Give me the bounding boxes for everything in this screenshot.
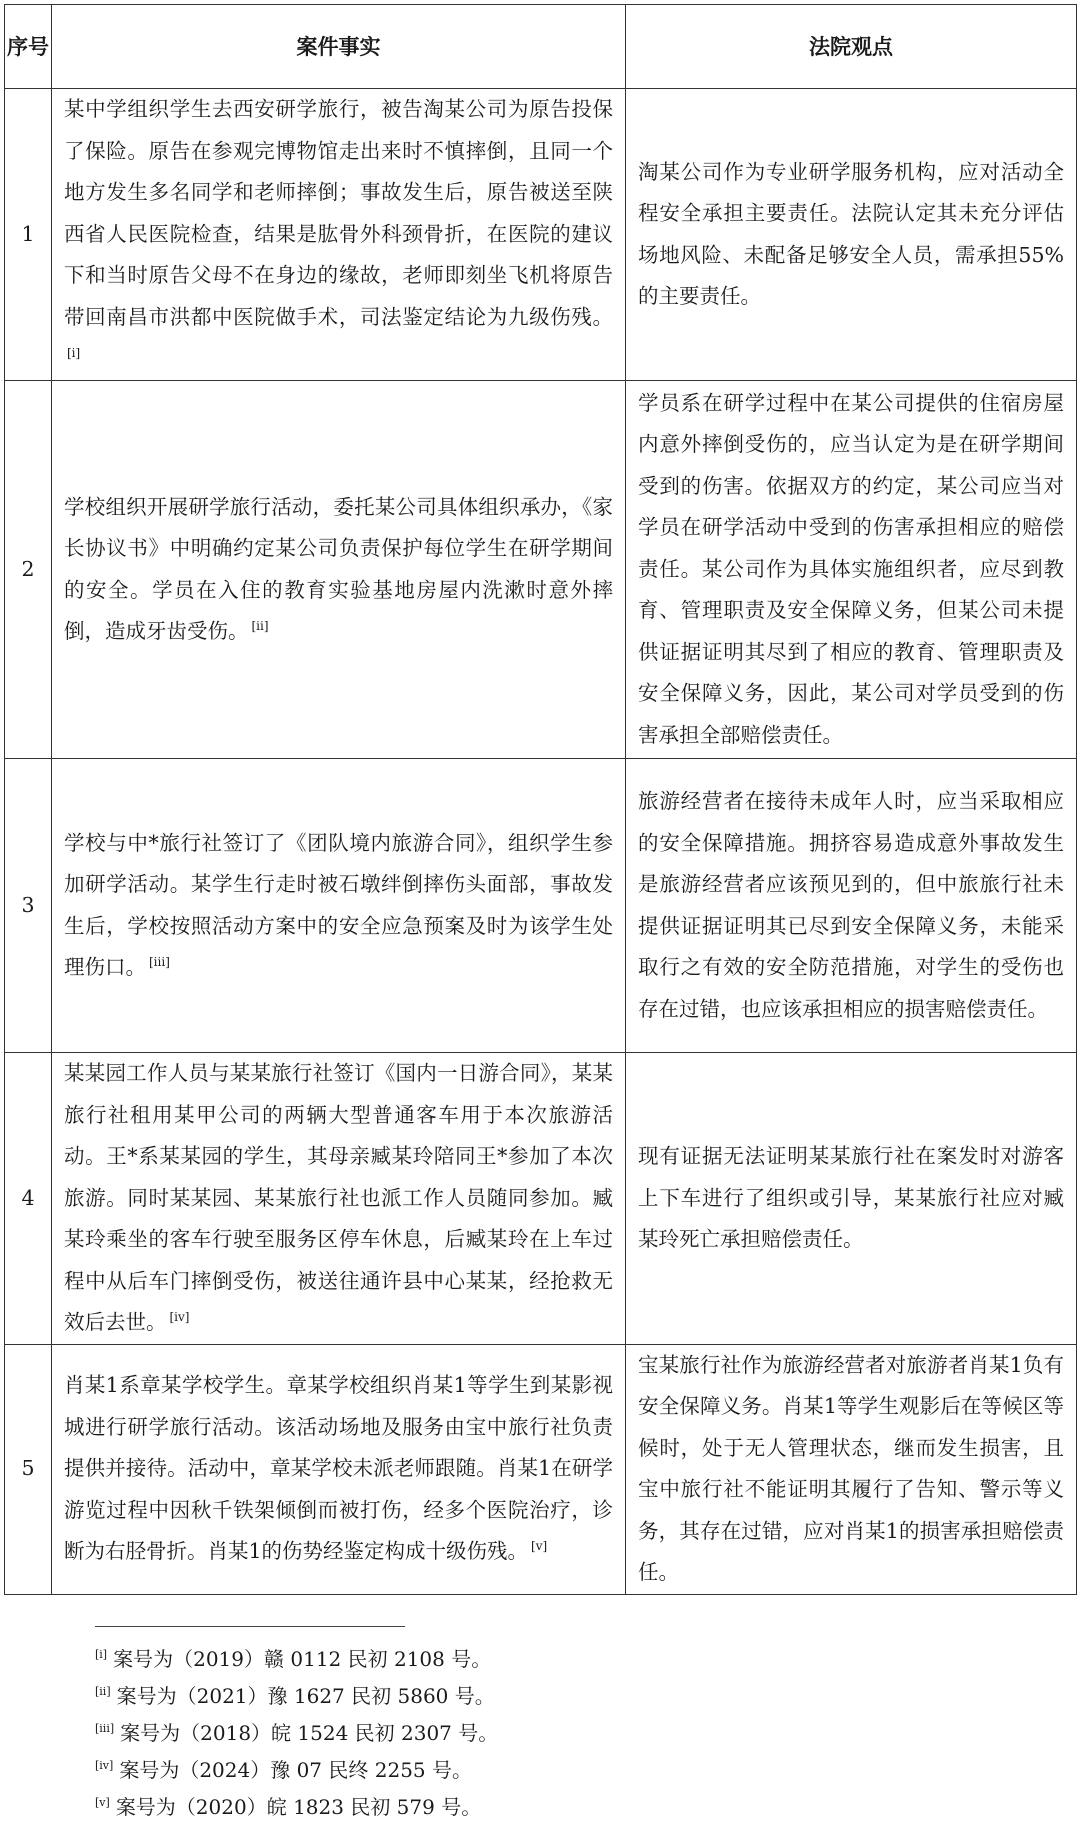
footnote-ref[interactable]: [i] [67,346,81,361]
row-number: 4 [5,1053,52,1345]
court-view: 现有证据无法证明某某旅行社在案发时对游客上下车进行了组织或引导，某某旅行社应对臧某玲死亡承担赔偿责任。 [626,1053,1077,1345]
case-facts-text: 某某园工作人员与某某旅行社签订《国内一日游合同》，某某旅行社租用某甲公司的两辆大型普通客车用于本次旅游活动。王*系某某园的学生，其母亲臧某玲陪同王*参加了本次旅游。同时某某园、某某旅行社也派工作人员随同参加。臧某玲乘坐的客车行驶至服务区停车休息，后臧某玲在上车过程中从后车门摔倒受伤，被送往通许县中心某某，经抢救无效后去世。 [64,1061,613,1334]
court-view: 学员系在研学过程中在某公司提供的住宿房屋内意外摔倒受伤的，应当认定为是在研学期间受到的伤害。依据双方的约定，某公司应当对学员在研学活动中受到的伤害承担相应的赔偿责任。某公司作为具体实施组织者，应尽到教育、管理职责及安全保障义务，但某公司未提供证据证明其尽到了相应的教育、管理职责及安全保障义务，因此，某公司对学员受到的伤害承担全部赔偿责任。 [626,381,1077,759]
footnote-text: 案号为（2020）皖 1823 民初 579 号。 [115,1795,482,1819]
table-row [5,1344,1077,1594]
row-number: 5 [5,1344,52,1594]
footnote-ref[interactable]: [ii] [251,619,269,634]
header-facts: 案件事实 [52,5,626,89]
case-facts [52,89,626,381]
footnote-item [95,1715,995,1752]
table-row [5,89,1077,381]
row-number: 1 [5,89,52,381]
footnote-item [95,1789,995,1826]
court-view: 淘某公司作为专业研学服务机构，应对活动全程安全承担主要责任。法院认定其未充分评估场地风险、未配备足够安全人员，需承担55%的主要责任。 [626,89,1077,381]
case-facts-text: 肖某1系章某学校学生。章某学校组织肖某1等学生到某影视城进行研学旅行活动。该活动场地及服务由宝中旅行社负责提供并接待。活动中，章某学校未派老师跟随。肖某1在研学游览过程中因秋千铁架倾倒而被打伤，经多个医院治疗，诊断为右胫骨折。肖某1的伤势经鉴定构成十级伤残。 [64,1373,613,1564]
table-row [5,759,1077,1053]
case-facts-text: 学校与中*旅行社签订了《团队境内旅游合同》，组织学生参加研学活动。某学生行走时被石墩绊倒摔伤头面部，事故发生后，学校按照活动方案中的安全应急预案及时为该学生处理伤口。 [64,830,613,979]
table-row [5,1053,1077,1345]
footnote-mark: [iv] [95,1759,114,1773]
row-number: 2 [5,381,52,759]
case-facts [52,381,626,759]
footnote-mark: [iii] [95,1722,115,1736]
footnote-ref[interactable]: [iii] [149,955,170,970]
footnote-ref[interactable]: [v] [531,1539,548,1554]
footnote-item [95,1641,995,1678]
footnote-separator [95,1626,405,1627]
row-number: 3 [5,759,52,1053]
footnote-text: 案号为（2021）豫 1627 民初 5860 号。 [116,1684,495,1708]
header-views: 法院观点 [626,5,1077,89]
footnote-mark: [ii] [95,1685,111,1699]
footnotes [95,1626,995,1826]
footnote-mark: [i] [95,1648,108,1662]
case-facts [52,1053,626,1345]
case-table [4,4,1077,1595]
case-facts-text: 某中学组织学生去西安研学旅行，被告淘某公司为原告投保了保险。原告在参观完博物馆走出来时不慎摔倒，且同一个地方发生多名同学和老师摔倒；事故发生后，原告被送至陕西省人民医院检查，结果是肱骨外科颈骨折，在医院的建议下和当时原告父母不在身边的缘故，老师即刻坐飞机将原告带回南昌市洪都中医院做手术，司法鉴定结论为九级伤残。 [64,97,613,329]
header-seq: 序号 [5,5,52,89]
table-header-row [5,5,1077,89]
footnote-mark: [v] [95,1796,110,1810]
footnote-text: 案号为（2024）豫 07 民终 2255 号。 [119,1758,473,1782]
table-row [5,381,1077,759]
court-view: 宝某旅行社作为旅游经营者对旅游者肖某1负有安全保障义务。肖某1等学生观影后在等候区等候时，处于无人管理状态，继而发生损害，且宝中旅行社不能证明其履行了告知、警示等义务，其存在过错，应对肖某1的损害承担赔偿责任。 [626,1344,1077,1594]
case-facts [52,759,626,1053]
footnote-text: 案号为（2019）赣 0112 民初 2108 号。 [113,1647,492,1671]
case-facts-text: 学校组织开展研学旅行活动，委托某公司具体组织承办，《家长协议书》中明确约定某公司负责保护每位学生在研学期间的安全。学员在入住的教育实验基地房屋内洗漱时意外摔倒，造成牙齿受伤。 [64,494,613,643]
footnote-item [95,1752,995,1789]
case-facts [52,1344,626,1594]
court-view: 旅游经营者在接待未成年人时，应当采取相应的安全保障措施。拥挤容易造成意外事故发生是旅游经营者应该预见到的，但中旅旅行社未提供证据证明其已尽到安全保障义务，未能采取行之有效的安全防范措施，对学生的受伤也存在过错，也应该承担相应的损害赔偿责任。 [626,759,1077,1053]
footnote-item [95,1678,995,1715]
footnote-text: 案号为（2018）皖 1524 民初 2307 号。 [120,1721,499,1745]
footnote-ref[interactable]: [iv] [169,1310,190,1325]
